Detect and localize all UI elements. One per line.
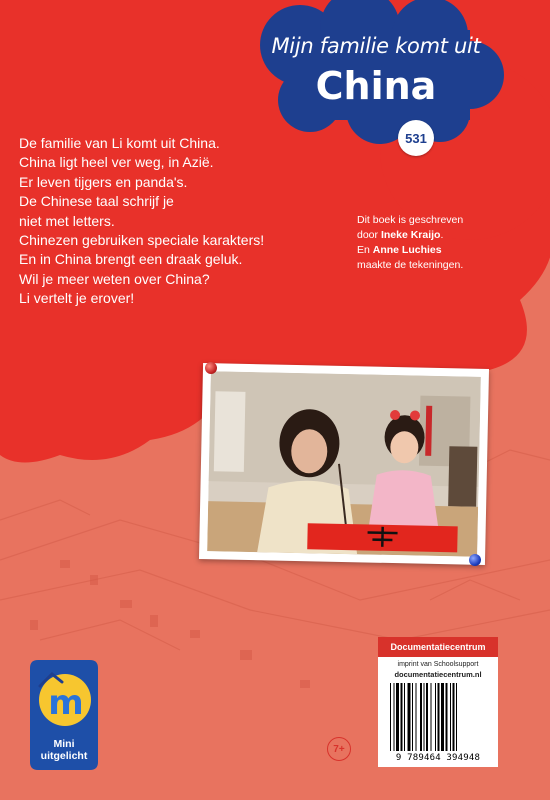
isbn-number: 9 789464 394948 — [395, 753, 481, 763]
barcode — [390, 683, 486, 751]
book-title: China — [315, 64, 437, 108]
barcode-bar — [453, 683, 455, 751]
blurb-line: De familie van Li komt uit China. — [19, 135, 220, 151]
barcode-bar — [456, 683, 457, 751]
barcode-bar — [412, 683, 413, 751]
barcode-bar — [390, 683, 391, 751]
blurb-text — [19, 134, 339, 309]
blurb-line: Chinezen gebruiken speciale karakters! — [19, 232, 265, 249]
imprint-text: imprint van Schoolsupport — [397, 661, 479, 668]
barcode-bar — [420, 683, 422, 751]
logo-line: Mini — [53, 738, 75, 750]
credits-line: Dit boek is geschreven — [357, 214, 464, 226]
mini-uitgelicht-label — [22, 738, 106, 762]
blue-push-pin — [469, 554, 481, 566]
blurb-line: Li vertelt je erover! — [19, 290, 135, 307]
barcode-bar — [426, 683, 428, 751]
credits-line: maakte de tekeningen. — [357, 259, 464, 271]
credits-line — [357, 243, 527, 258]
barcode-bar — [441, 683, 444, 751]
barcode-bar — [431, 683, 432, 751]
credits — [357, 213, 527, 273]
blurb-line: En in China brengt een draak geluk. — [19, 251, 243, 268]
blurb-line: niet met letters. — [19, 212, 115, 229]
publisher-name: Documentatiecentrum — [378, 637, 498, 657]
logo-letter: m — [48, 683, 84, 723]
logo-line: uitgelicht — [40, 750, 88, 762]
credits-line: door Ineke Kraijo. — [357, 229, 444, 241]
barcode-bar — [401, 683, 403, 751]
blurb-line: China ligt heel ver weg, in Azië. — [19, 154, 214, 171]
blurb-line: Wil je meer weten over China? — [19, 270, 210, 287]
barcode-bar — [446, 683, 448, 751]
barcode-bar — [435, 683, 436, 751]
barcode-bar — [416, 683, 417, 751]
cover-photo — [207, 371, 481, 557]
publisher-website: documentatiecentrum.nl — [394, 670, 482, 679]
photo-frame — [199, 363, 489, 565]
barcode-bar — [424, 683, 425, 751]
barcode-bar — [404, 683, 405, 751]
blurb-line: De Chinese taal schrijf je — [19, 193, 174, 210]
barcode-bar — [450, 683, 451, 751]
series-title: Mijn familie komt uit — [271, 34, 481, 58]
series-number-badge: 531 — [398, 120, 434, 156]
age-badge: 7+ — [327, 737, 351, 761]
red-push-pin — [205, 362, 217, 374]
barcode-bar — [438, 683, 440, 751]
author-name: Ineke Kraijo — [380, 229, 441, 241]
barcode-bar — [394, 683, 395, 751]
publisher-barcode-box — [378, 637, 498, 767]
barcode-bar — [396, 683, 399, 751]
credits-prefix: door — [357, 229, 379, 241]
illustrator-name: Anne Luchies — [372, 244, 442, 256]
blurb-line: Er leven tijgers en panda's. — [19, 173, 188, 190]
barcode-bar — [408, 683, 411, 751]
credits-prefix: En — [357, 244, 370, 256]
